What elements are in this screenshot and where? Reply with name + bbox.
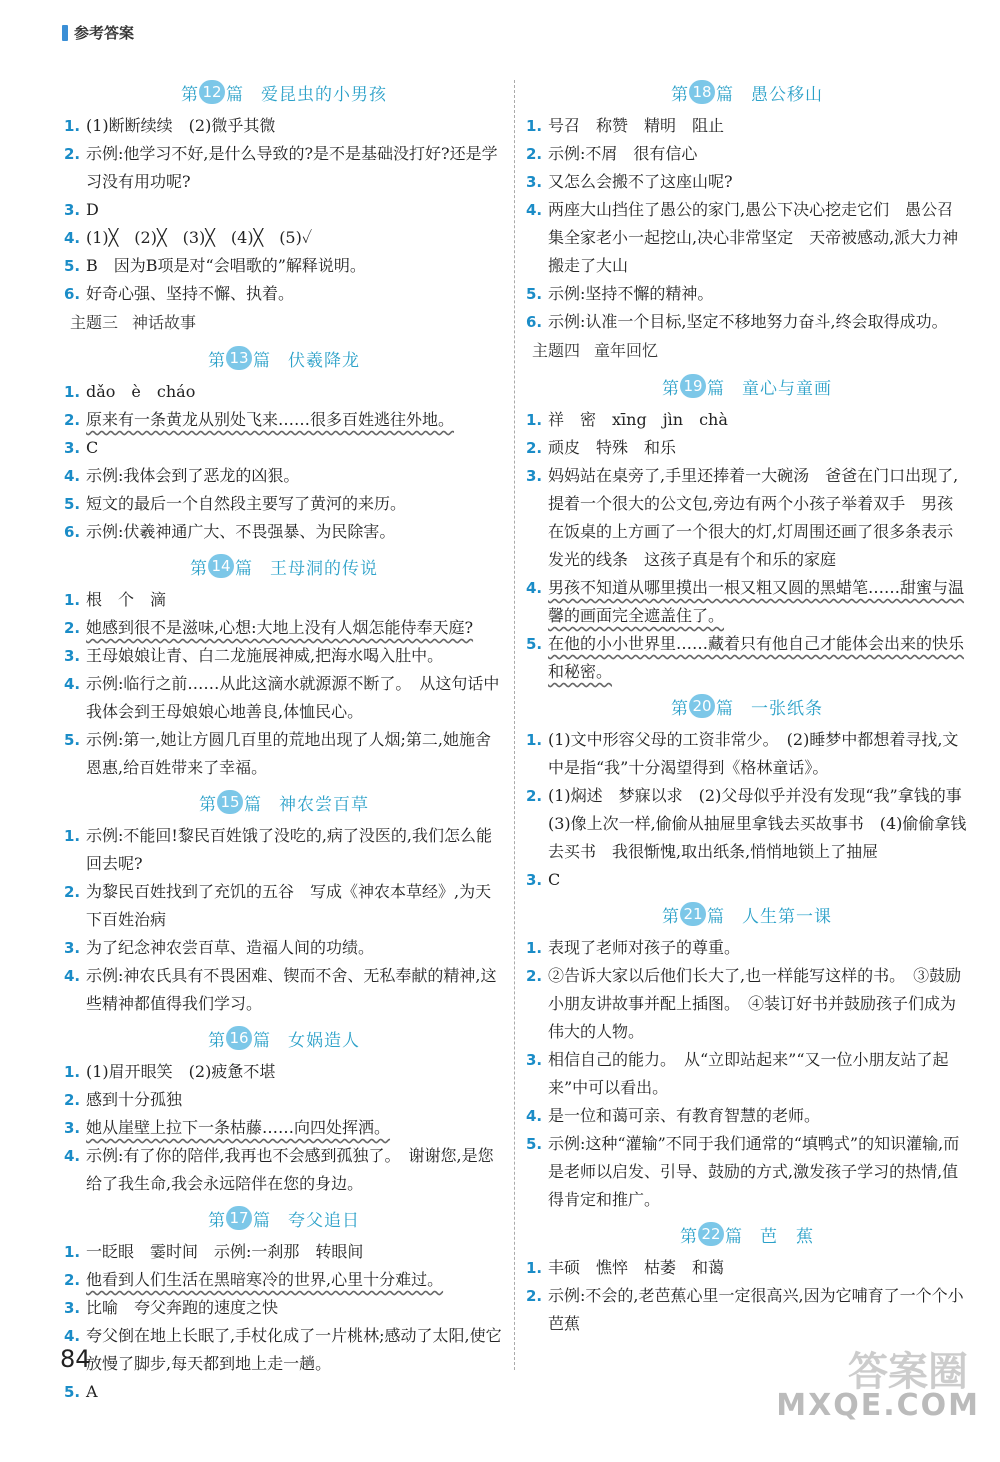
answer-text: 男孩不知道从哪里摸出一根又粗又圆的黑蜡笔……甜蜜与温馨的画面完全遮盖住了。 (548, 578, 965, 625)
section-post: 篇 (226, 84, 243, 105)
answer-text: 是一位和蔼可亲、有教育智慧的老师。 (548, 1106, 821, 1125)
answer-item (64, 252, 504, 280)
answer-text: (1)╳ (2)╳ (3)╳ (4)╳ (5)✓ (86, 228, 313, 247)
answer-item (64, 196, 504, 224)
answer-text: 又怎么会搬不了这座山呢? (548, 172, 733, 191)
section-pre: 第 (208, 350, 225, 371)
answer-item (64, 406, 504, 434)
answer-text: 祥 密 xīng jìn chà (548, 410, 728, 429)
section-pre: 第 (662, 378, 679, 399)
answer-item (64, 224, 504, 252)
section-pre: 第 (671, 698, 688, 719)
section-post: 篇 (253, 1210, 270, 1231)
answer-text: 丰硕 憔悴 枯萎 和蔼 (548, 1258, 725, 1277)
answer-number: 5. (526, 285, 543, 303)
answer-text: 示例:临行之前……从此这滴水就源源不断了。 从这句话中我体会到王母娘娘心地善良,体恤民心。 (86, 674, 500, 721)
section-number-badge: 21 (680, 902, 706, 926)
section-number-badge: 18 (689, 80, 715, 104)
answer-number: 1. (64, 383, 81, 401)
answer-number: 3. (526, 1051, 543, 1069)
answer-text: (1)焖述 梦寐以求 (2)父母似乎并没有发现“我”拿钱的事 (3)像上次一样,偷偷从抽屉里拿钱去买故事书 (4)偷偷拿钱去买书 我很惭愧,取出纸条,悄悄地锁上了抽屉 (548, 786, 978, 861)
answer-item (64, 934, 504, 962)
answer-item (64, 726, 504, 782)
section-number-badge: 13 (226, 346, 252, 370)
section-number-badge: 17 (226, 1206, 252, 1230)
theme-heading (64, 308, 504, 338)
answer-number: 5. (526, 1135, 543, 1153)
section-pre: 第 (208, 1210, 225, 1231)
answer-text: 示例:神农氏具有不畏困难、锲而不舍、无私奉献的精神,这些精神都值得我们学习。 (86, 966, 497, 1013)
answer-text: 她从崖壁上拉下一条枯藤……向四处挥洒。 (86, 1118, 391, 1137)
answer-item (64, 518, 504, 546)
answer-number: 2. (526, 439, 543, 457)
answer-number: 4. (526, 579, 543, 597)
section-pre: 第 (190, 558, 207, 579)
answer-item (64, 1086, 504, 1114)
answer-number: 4. (64, 229, 81, 247)
section-post: 篇 (707, 378, 724, 399)
answer-item (64, 434, 504, 462)
answer-item (64, 822, 504, 878)
answer-number: 1. (64, 591, 81, 609)
answer-item (64, 586, 504, 614)
answer-text: 妈妈站在桌旁了,手里还捧着一大碗汤 爸爸在门口出现了,提着一个很大的公文包,旁边有两个小孩子举着双手 男孩在饭桌的上方画了一个很大的灯,灯周围还画了很多条表示发光的线条 这孩子真是有个和乐的家庭 (548, 466, 959, 569)
section-name: 爱昆虫的小男孩 (261, 84, 387, 105)
column-divider (514, 80, 515, 1370)
answer-number: 2. (64, 1091, 81, 1109)
theme-heading (526, 336, 968, 366)
answer-text: C (86, 438, 99, 457)
answer-item (526, 1102, 968, 1130)
header-label: 参考答案 (74, 24, 135, 42)
answer-number: 6. (526, 313, 543, 331)
answer-item (526, 112, 968, 140)
answer-item (526, 726, 968, 782)
answer-number: 3. (526, 467, 543, 485)
answer-number: 1. (64, 1243, 81, 1261)
answer-text: 为了纪念神农尝百草、造福人间的功绩。 (86, 938, 375, 957)
answer-number: 1. (526, 117, 543, 135)
answer-text: 示例:有了你的陪伴,我再也不会感到孤独了。 谢谢您,是您给了我生命,我会永远陪伴在您的身边。 (86, 1146, 494, 1193)
answer-text: 示例:我体会到了恶龙的凶狠。 (86, 466, 300, 485)
section-number-badge: 15 (217, 790, 243, 814)
answer-text: (1)断断续续 (2)微乎其微 (86, 116, 276, 135)
answer-number: 1. (64, 1063, 81, 1081)
answer-text: 好奇心强、坚持不懈、执着。 (86, 284, 295, 303)
answer-text: 示例:不能回!黎民百姓饿了没吃的,病了没医的,我们怎么能回去呢? (86, 826, 492, 873)
section-name: 女娲造人 (288, 1030, 360, 1051)
answer-text: 感到十分孤独 (86, 1090, 183, 1109)
answer-text: C (548, 870, 561, 889)
answer-text: 夸父倒在地上长眠了,手杖化成了一片桃林;感动了太阳,使它放慢了脚步,每天都到地上走一趟。 (86, 1326, 502, 1373)
answer-item (526, 1046, 968, 1102)
answer-item (64, 642, 504, 670)
section-number-badge: 14 (208, 554, 234, 578)
answer-text: 他看到人们生活在黑暗寒冷的世界,心里十分难过。 (86, 1270, 444, 1289)
answer-text: 在他的小小世界里……藏着只有他自己才能体会出来的快乐和秘密。 (548, 634, 965, 681)
section-name: 夸父追日 (288, 1210, 360, 1231)
answer-text: 顽皮 特殊 和乐 (548, 438, 677, 457)
section-name: 芭 蕉 (760, 1226, 814, 1247)
section-title (64, 784, 504, 820)
answer-item (64, 1142, 504, 1198)
section-pre: 第 (671, 84, 688, 105)
answer-number: 3. (526, 871, 543, 889)
section-pre: 第 (199, 794, 216, 815)
answer-item (64, 112, 504, 140)
section-title (64, 340, 504, 376)
answer-item (64, 878, 504, 934)
answer-item (526, 462, 968, 574)
right-column (526, 72, 978, 1338)
section-post: 篇 (716, 84, 733, 105)
answer-number: 1. (526, 411, 543, 429)
answer-item (526, 434, 968, 462)
section-number-badge: 19 (680, 374, 706, 398)
answer-item (64, 1266, 504, 1294)
answer-number: 2. (526, 1287, 543, 1305)
answer-number: 2. (526, 145, 543, 163)
header (62, 22, 134, 43)
theme-title: 童年回忆 (594, 341, 659, 360)
answer-item (64, 670, 504, 726)
theme-number: 主题四 (532, 341, 581, 360)
answer-number: 6. (64, 285, 81, 303)
answer-number: 2. (526, 787, 543, 805)
answer-item (526, 168, 968, 196)
section-number-badge: 22 (698, 1222, 724, 1246)
answer-number: 5. (64, 731, 81, 749)
answer-item (64, 1114, 504, 1142)
answer-item (64, 1058, 504, 1086)
section-title (526, 1216, 968, 1252)
answer-item (526, 308, 968, 336)
answer-number: 5. (64, 1383, 81, 1401)
answer-item (526, 1282, 968, 1338)
answer-number: 3. (64, 201, 81, 219)
section-post: 篇 (244, 794, 261, 815)
answer-text: 示例:这种“灌输”不同于我们通常的“填鸭式”的知识灌输,而是老师以启发、引导、鼓励的方式,激发孩子学习的热情,值得肯定和推广。 (548, 1134, 960, 1209)
section-post: 篇 (253, 350, 270, 371)
answer-number: 5. (64, 495, 81, 513)
answer-text: (1)文中形容父母的工资非常少。 (2)睡梦中都想着寻找,文中是指“我”十分渴望得到《格林童话》。 (548, 730, 959, 777)
section-number-badge: 16 (226, 1026, 252, 1050)
answer-text: dǎo è cháo (86, 382, 196, 401)
answer-text: 比喻 夸父奔跑的速度之快 (86, 1298, 279, 1317)
section-title (64, 74, 504, 110)
section-title (526, 368, 968, 404)
theme-number: 主题三 (70, 313, 119, 332)
left-column (64, 72, 504, 1406)
answer-item (64, 614, 504, 642)
section-post: 篇 (253, 1030, 270, 1051)
header-mark (62, 25, 68, 41)
answer-item (64, 462, 504, 490)
answer-text: 示例:伏羲神通广大、不畏强暴、为民除害。 (86, 522, 396, 541)
answer-number: 1. (526, 1259, 543, 1277)
answer-number: 3. (64, 1299, 81, 1317)
answer-item (526, 280, 968, 308)
answer-item (64, 962, 504, 1018)
answer-text: D (86, 200, 99, 219)
page-number: 84 (60, 1345, 91, 1373)
answer-number: 4. (64, 467, 81, 485)
section-pre: 第 (208, 1030, 225, 1051)
answer-number: 3. (64, 1119, 81, 1137)
answer-number: 5. (64, 257, 81, 275)
answer-text: 示例:第一,她让方圆几百里的荒地出现了人烟;第二,她施舍恩惠,给百姓带来了幸福。 (86, 730, 491, 777)
answer-number: 4. (64, 675, 81, 693)
answer-number: 6. (64, 523, 81, 541)
section-post: 篇 (725, 1226, 742, 1247)
section-pre: 第 (680, 1226, 697, 1247)
watermark-logo: 答案圈 (848, 1349, 968, 1395)
answer-text: 示例:他学习不好,是什么导致的?是不是基础没打好?还是学习没有用功呢? (86, 144, 498, 191)
answer-text: 号召 称赞 精明 阻止 (548, 116, 725, 135)
answer-item (526, 866, 968, 894)
section-post: 篇 (235, 558, 252, 579)
answer-item (64, 1378, 504, 1406)
answer-number: 4. (64, 1147, 81, 1165)
section-post: 篇 (707, 906, 724, 927)
section-title (526, 74, 968, 110)
answer-text: A (86, 1382, 98, 1401)
answer-text: B 因为B项是对“会唱歌的”解释说明。 (86, 256, 366, 275)
watermark-site: MXQE.COM (776, 1388, 980, 1423)
answer-item (64, 1238, 504, 1266)
section-post: 篇 (716, 698, 733, 719)
answer-item (526, 1130, 968, 1214)
answer-item (64, 1294, 504, 1322)
section-title (64, 548, 504, 584)
answer-text: 一眨眼 霎时间 示例:一刹那 转眼间 (86, 1242, 364, 1261)
answer-number: 5. (526, 635, 543, 653)
answer-item (526, 782, 978, 866)
answer-number: 1. (64, 117, 81, 135)
answer-number: 1. (64, 827, 81, 845)
answer-item (526, 962, 968, 1046)
answer-text: 示例:不屑 很有信心 (548, 144, 698, 163)
answer-item (64, 280, 504, 308)
answer-number: 4. (526, 201, 543, 219)
answer-item (64, 140, 504, 196)
answer-number: 2. (64, 411, 81, 429)
section-pre: 第 (662, 906, 679, 927)
answer-item (64, 1322, 504, 1378)
answer-number: 4. (526, 1107, 543, 1125)
answer-item (526, 196, 968, 280)
answer-text: 示例:坚持不懈的精神。 (548, 284, 714, 303)
answer-text: 王母娘娘让青、白二龙施展神威,把海水喝入肚中。 (86, 646, 444, 665)
answer-text: 原来有一条黄龙从别处飞来……很多百姓逃往外地。 (86, 410, 455, 429)
section-name: 愚公移山 (751, 84, 823, 105)
answer-item (526, 630, 968, 686)
section-pre: 第 (181, 84, 198, 105)
section-title (526, 688, 968, 724)
answer-number: 2. (64, 619, 81, 637)
section-name: 伏羲降龙 (288, 350, 360, 371)
answer-number: 2. (64, 1271, 81, 1289)
section-name: 人生第一课 (742, 906, 832, 927)
answer-number: 1. (526, 939, 543, 957)
answer-number: 3. (64, 647, 81, 665)
section-name: 王母洞的传说 (270, 558, 378, 579)
answer-number: 3. (64, 939, 81, 957)
answer-item (526, 574, 968, 630)
answer-item (64, 490, 504, 518)
theme-title: 神话故事 (132, 313, 197, 332)
section-title (64, 1020, 504, 1056)
answer-number: 4. (64, 1327, 81, 1345)
answer-number: 1. (526, 731, 543, 749)
section-number-badge: 20 (689, 694, 715, 718)
answer-number: 4. (64, 967, 81, 985)
answer-text: 示例:认准一个目标,坚定不移地努力奋斗,终会取得成功。 (548, 312, 948, 331)
answer-text: 相信自己的能力。 从“立即站起来”“又一位小朋友站了起来”中可以看出。 (548, 1050, 949, 1097)
answer-text: 短文的最后一个自然段主要写了黄河的来历。 (86, 494, 407, 513)
answer-text: 两座大山挡住了愚公的家门,愚公下决心挖走它们 愚公召集全家老小一起挖山,决心非常坚定 天帝被感动,派大力神搬走了大山 (548, 200, 959, 275)
answer-text: 她感到很不是滋味,心想:大地上没有人烟怎能侍奉天庭? (86, 618, 474, 637)
answer-text: 为黎民百姓找到了充饥的五谷 写成《神农本草经》,为天下百姓治病 (86, 882, 492, 929)
answer-number: 2. (526, 967, 543, 985)
answer-text: 表现了老师对孩子的尊重。 (548, 938, 741, 957)
answer-item (64, 378, 504, 406)
section-name: 一张纸条 (751, 698, 823, 719)
section-title (64, 1200, 504, 1236)
answer-text: ②告诉大家以后他们长大了,也一样能写这样的书。 ③鼓励小朋友讲故事并配上插图。 ④装订好书并鼓励孩子们成为伟大的人物。 (548, 966, 962, 1041)
answer-text: 根 个 滴 (86, 590, 167, 609)
section-number-badge: 12 (199, 80, 225, 104)
answer-number: 2. (64, 145, 81, 163)
answer-number: 3. (526, 173, 543, 191)
answer-text: 示例:不会的,老芭蕉心里一定很高兴,因为它哺育了一个个小芭蕉 (548, 1286, 964, 1333)
answer-item (526, 934, 968, 962)
answer-item (526, 406, 968, 434)
section-name: 童心与童画 (742, 378, 832, 399)
answer-item (526, 140, 968, 168)
answer-item (526, 1254, 968, 1282)
answer-text: (1)眉开眼笑 (2)疲惫不堪 (86, 1062, 276, 1081)
answer-number: 2. (64, 883, 81, 901)
section-title (526, 896, 968, 932)
answer-number: 3. (64, 439, 81, 457)
section-name: 神农尝百草 (279, 794, 369, 815)
